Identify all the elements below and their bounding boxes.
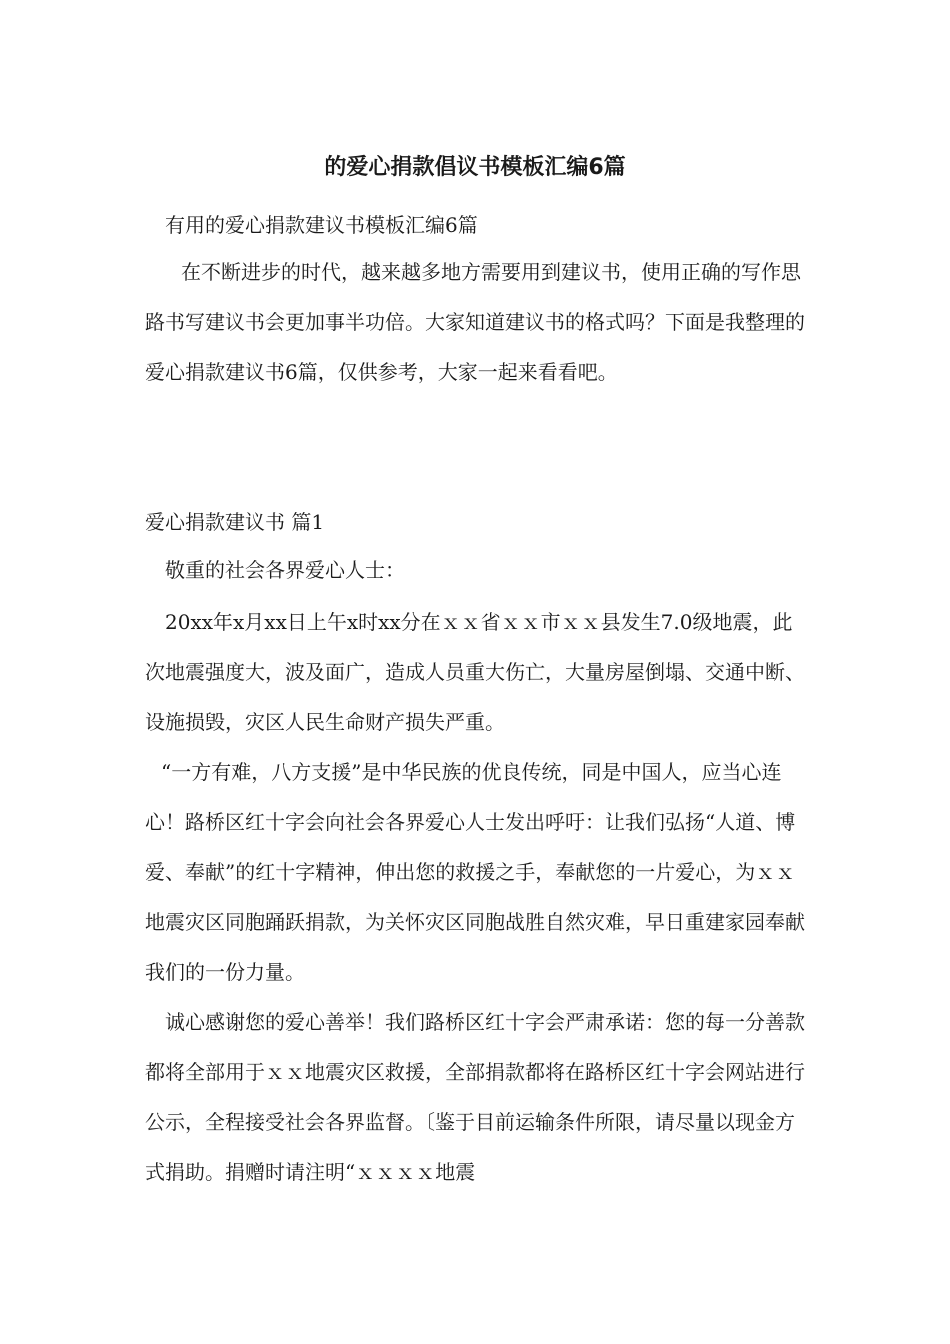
- intro-paragraph: 在不断进步的时代，越来越多地方需要用到建议书，使用正确的写作思路书写建议书会更加事半功倍。大家知道建议书的格式吗？下面是我整理的爱心捐款建议书6篇，仅供参考，大家一起来看看吧。: [145, 260, 805, 384]
- salutation-paragraph: 敬重的社会各界爱心人士：: [165, 558, 405, 582]
- document-title: 的爱心捐款倡议书模板汇编6篇: [324, 155, 626, 180]
- section-heading: 爱心捐款建议书 篇1: [145, 510, 325, 534]
- appeal-paragraph: “一方有难，八方支援”是中华民族的优良传统，同是中国人，应当心连心！路桥区红十字会向社会各界爱心人士发出呼吁：让我们弘扬“人道、博爱、奉献”的红十字精神，伸出您的救援之手，奉献您的一片爱心，为ｘｘ地震灾区同胞踊跃捐款，为关怀灾区同胞战胜自然灾难，早日重建家园奉献我们的一份力量。: [145, 760, 805, 984]
- subtitle-paragraph: 有用的爱心捐款建议书模板汇编6篇: [165, 213, 478, 237]
- thanks-paragraph: 诚心感谢您的爱心善举！我们路桥区红十字会严肃承诺：您的每一分善款都将全部用于ｘｘ地震灾区救援，全部捐款都将在路桥区红十字会网站进行公示，全程接受社会各界监督。〔鉴于目前运输条件所限，请尽量以现金方式捐助。捐赠时请注明“ｘｘｘｘ地震: [145, 1010, 805, 1184]
- earthquake-paragraph: 20xx年x月xx日上午x时xx分在ｘｘ省ｘｘ市ｘｘ县发生7.0级地震，此次地震强度大，波及面广，造成人员重大伤亡，大量房屋倒塌、交通中断、设施损毁，灾区人民生命财产损失严重。: [145, 610, 805, 734]
